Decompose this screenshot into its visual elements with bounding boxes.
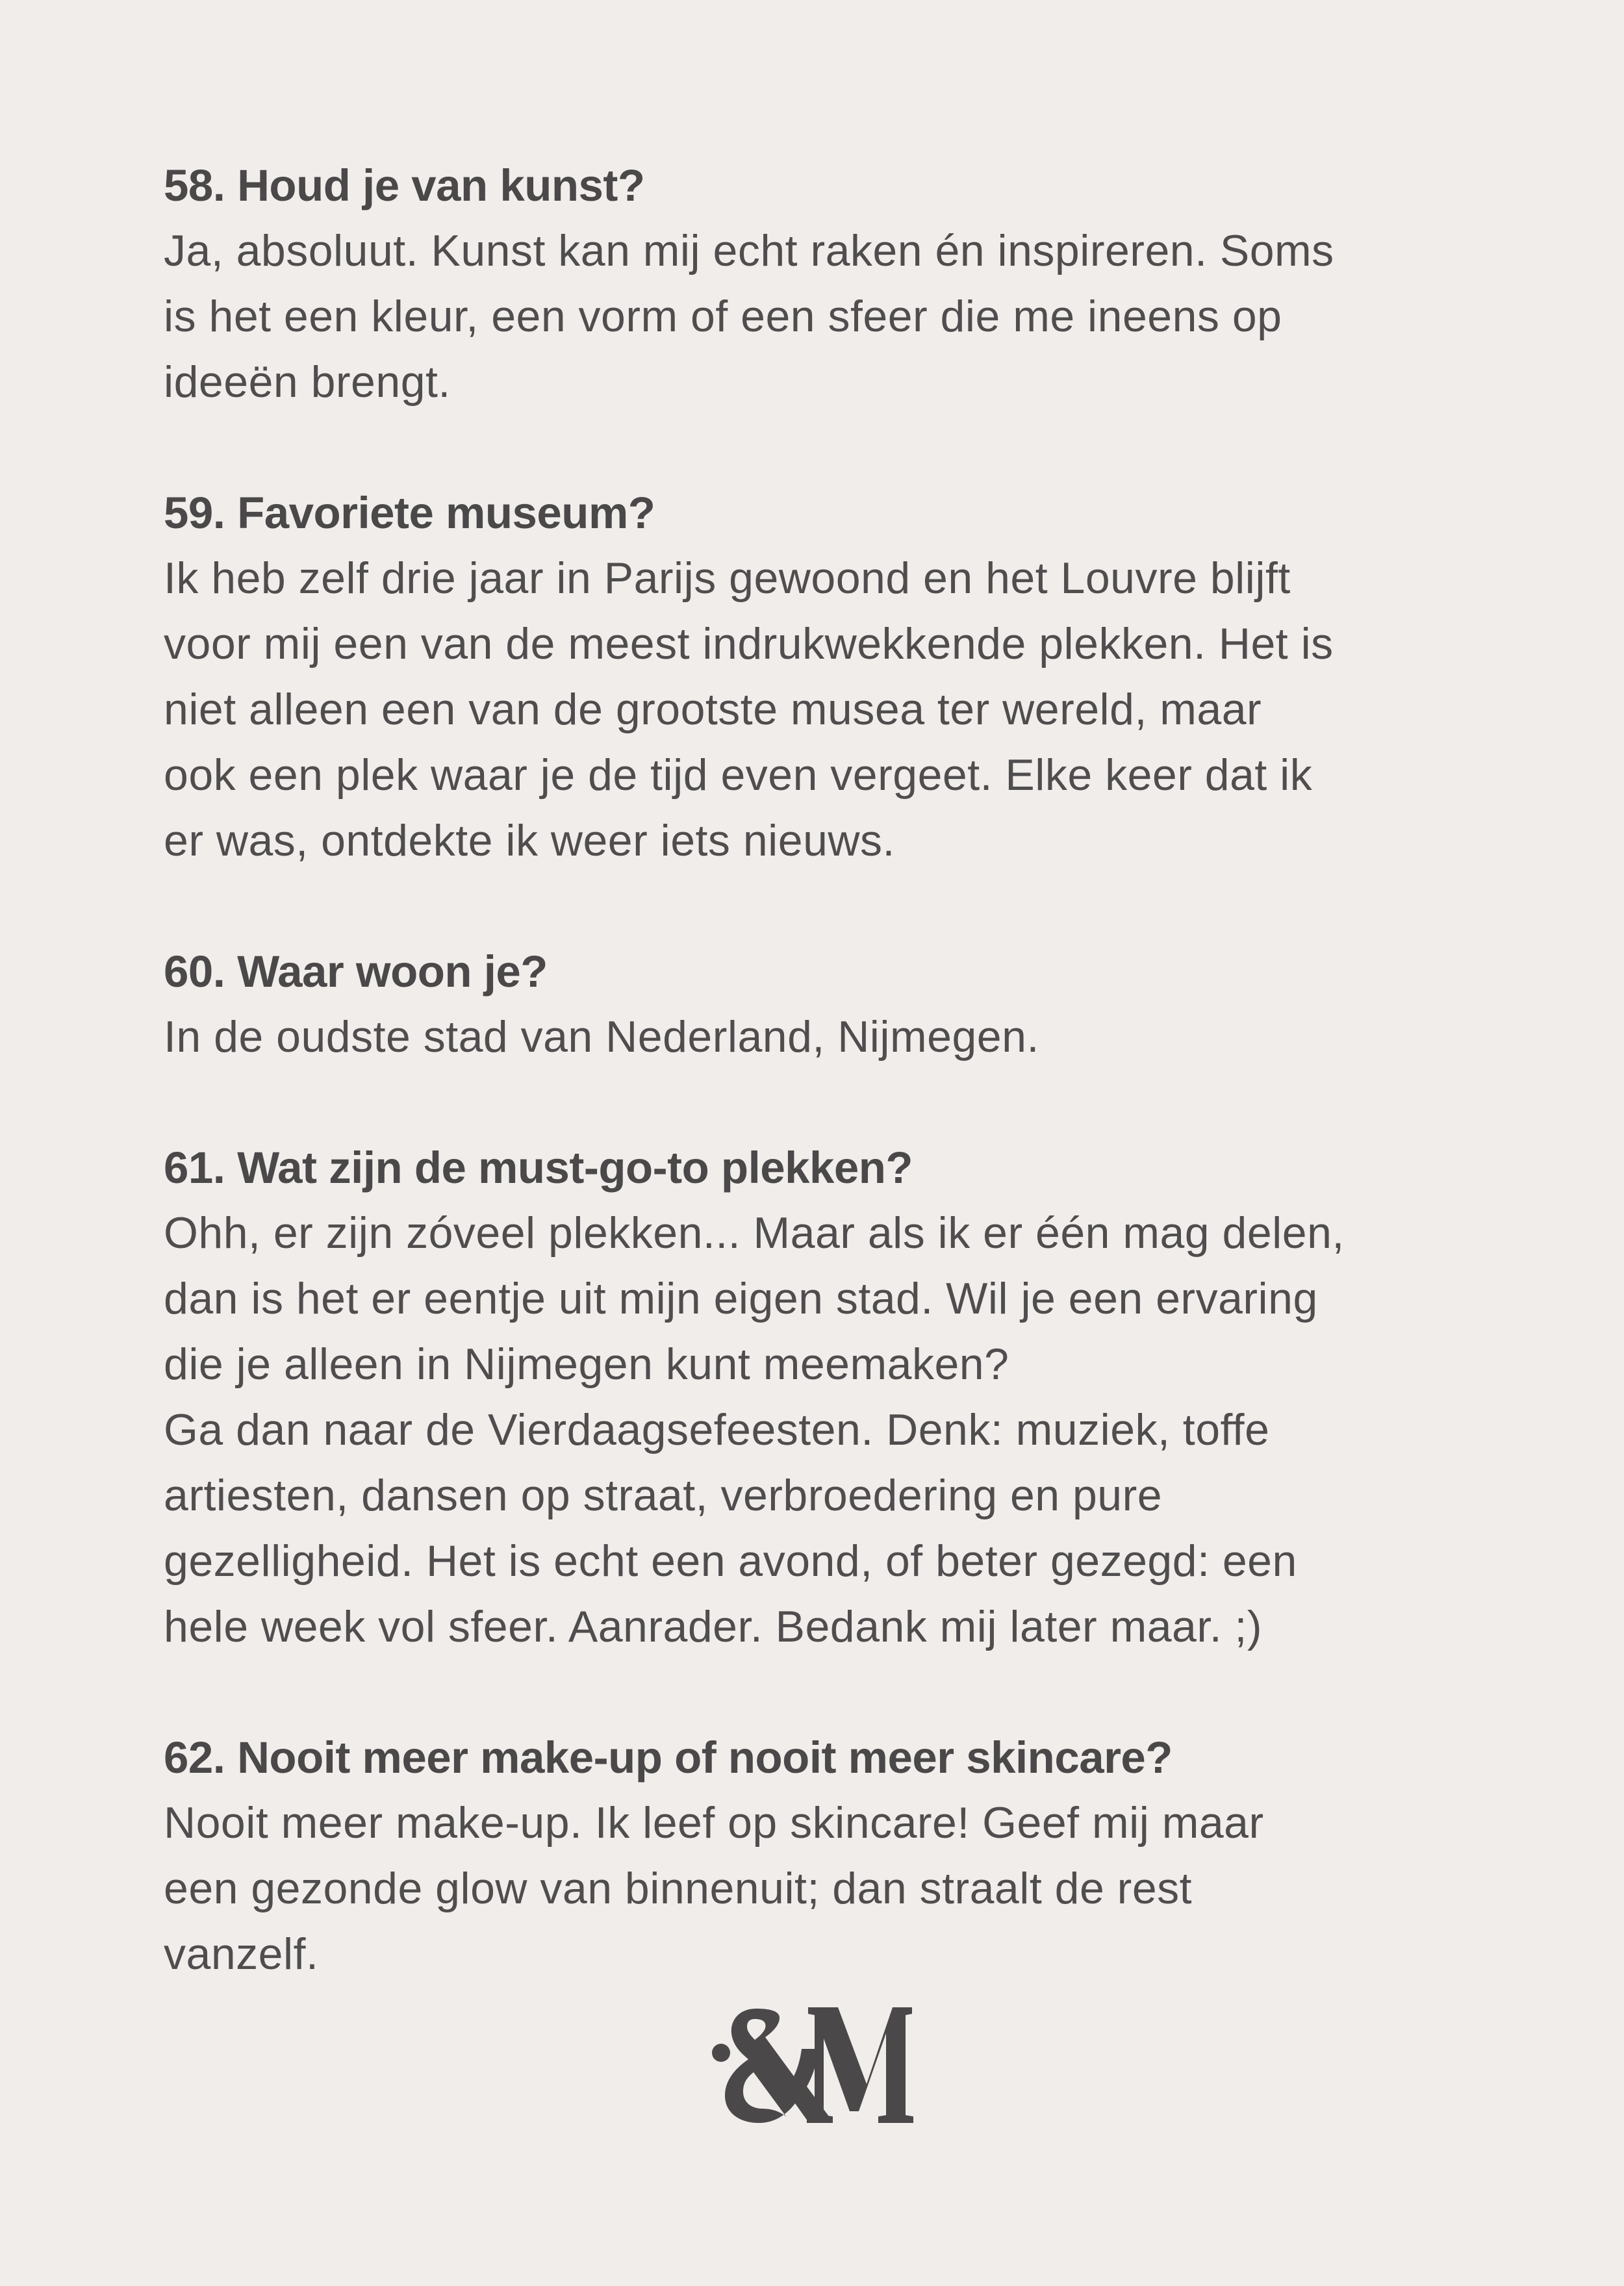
answer-text [164,1004,1495,1070]
answer-text [164,1200,1495,1660]
answer-line: is het een kleur, een vorm of een sfeer die me ineens op [164,292,1282,341]
qa-list [164,153,1495,2052]
qa-item-58 [164,153,1495,415]
answer-line: Ga dan naar de Vierdaagsefeesten. Denk: muziek, toffe [164,1405,1270,1454]
answer-line: artiesten, dansen op straat, verbroedering en pure [164,1471,1163,1520]
answer-line: die je alleen in Nijmegen kunt meemaken? [164,1340,1009,1389]
answer-line: In de oudste stad van Nederland, Nijmegen. [164,1012,1039,1061]
answer-line: dan is het er eentje uit mijn eigen stad. Wil je een ervaring [164,1274,1318,1323]
qa-item-61 [164,1135,1495,1660]
question-heading: 58. Houd je van kunst? [164,160,645,210]
answer-line: Ik heb zelf drie jaar in Parijs gewoond en het Louvre blijft [164,553,1291,603]
answer-line: niet alleen een van de grootste musea ter wereld, maar [164,685,1262,734]
question-heading: 61. Wat zijn de must-go-to plekken? [164,1143,913,1193]
question-heading: 59. Favoriete museum? [164,488,655,538]
answer-line: er was, ontdekte ik weer iets nieuws. [164,816,895,865]
qa-item-59 [164,480,1495,874]
answer-line: ideeën brengt. [164,357,451,407]
answer-line: voor mij een van de meest indrukwekkende plekken. Het is [164,619,1334,668]
answer-line: ook een plek waar je de tijd even vergeet. Elke keer dat ik [164,750,1313,800]
answer-line: hele week vol sfeer. Aanrader. Bedank mij later maar. ;) [164,1602,1263,1651]
question-heading: 60. Waar woon je? [164,946,548,997]
answer-text [164,546,1495,874]
ampersand-m-logo [711,2000,913,2126]
qa-item-60 [164,939,1495,1070]
answer-text [164,218,1495,415]
answer-line: Nooit meer make-up. Ik leef op skincare! Geef mij maar [164,1798,1264,1848]
answer-line: gezelligheid. Het is echt een avond, of beter gezegd: een [164,1536,1297,1586]
answer-text [164,1790,1495,1987]
answer-line: een gezonde glow van binnenuit; dan straalt de rest [164,1864,1193,1913]
answer-line: Ja, absoluut. Kunst kan mij echt raken én inspireren. Soms [164,226,1334,275]
question-heading: 62. Nooit meer make-up of nooit meer skincare? [164,1733,1173,1783]
answer-line: Ohh, er zijn zóveel plekken... Maar als ik er één mag delen, [164,1208,1345,1258]
answer-line: vanzelf. [164,1929,319,1979]
qa-item-62 [164,1725,1495,1987]
